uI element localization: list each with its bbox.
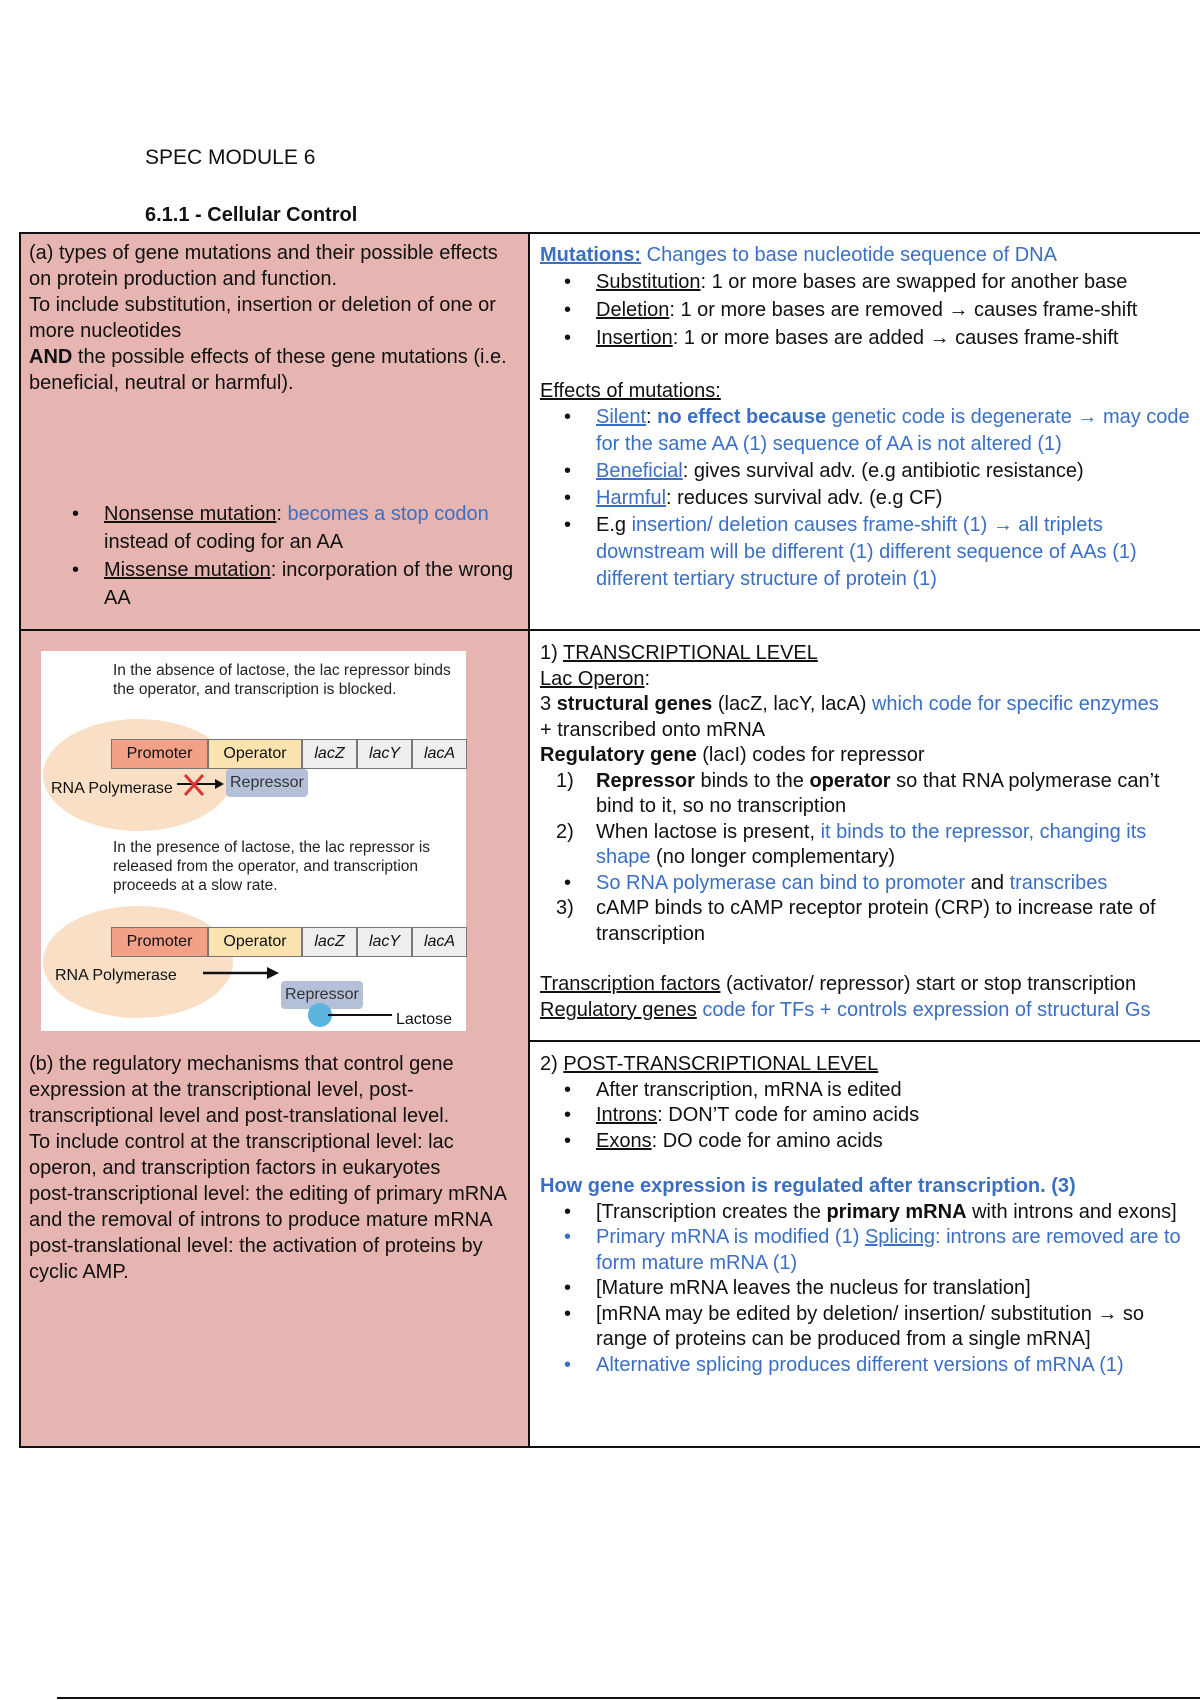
- list-item: • Insertion: 1 or more bases are added → causes frame-shift: [596, 324, 1200, 352]
- spec-text-b2: To include control at the transcriptional level: lac operon, and transcription factors in eukaryotes: [29, 1131, 454, 1179]
- operator-box: Operator: [208, 739, 302, 769]
- lacz-box: lacZ: [302, 927, 357, 957]
- mutation-kinds-list: [540, 268, 1200, 352]
- regulatory-genes-line: Regulatory genes code for TFs + controls expression of structural Gs: [540, 998, 1151, 1021]
- list-item: • [Mature mRNA leaves the nucleus for translation]: [596, 1276, 1194, 1302]
- list-item: • [mRNA may be edited by deletion/ insertion/ substitution → so range of proteins can be produced from a single mRNA]: [596, 1302, 1194, 1353]
- lacy-box: lacY: [357, 739, 412, 769]
- transcription-factors-line: Transcription factors (activator/ repressor) start or stop transcription: [540, 973, 1137, 995]
- operator-box: Operator: [208, 927, 302, 957]
- footer-rule: [57, 1697, 1200, 1699]
- spec-cell-mutations: [20, 233, 529, 630]
- operon-steps-cont: [540, 896, 1200, 947]
- spec-text-b1: (b) the regulatory mechanisms that control gene expression at the transcriptional level, post-transcriptional level and post-translational level.: [29, 1053, 454, 1127]
- mrna-facts-list: [540, 1078, 1200, 1155]
- list-item: • Alternative splicing produces different versions of mRNA (1): [596, 1353, 1194, 1379]
- list-item: • Substitution: 1 or more bases are swapped for another base: [596, 268, 1200, 296]
- effects-heading: Effects of mutations:: [540, 380, 721, 402]
- list-item: • Introns: DON’T code for amino acids: [596, 1103, 1200, 1129]
- row-transcriptional: [20, 630, 1200, 1041]
- structural-genes-line: 3 structural genes (lacZ, lacY, lacA) which code for specific enzymes: [540, 693, 1159, 715]
- notes-table: [19, 232, 1200, 1448]
- list-item: • Primary mRNA is modified (1) Splicing: introns are removed are to form mature mRNA (1): [596, 1225, 1194, 1276]
- lacy-box: lacY: [357, 927, 412, 957]
- spec-cell-regulation: [20, 630, 529, 1447]
- spec-text-b4: post-translational level: the activation of proteins by cyclic AMP.: [29, 1235, 483, 1283]
- polymerase-blob-bottom: [43, 906, 233, 1018]
- spec-text-a2: To include substitution, insertion or deletion of one or more nucleotides: [29, 294, 496, 342]
- lac-operon-heading: Lac Operon:: [540, 667, 651, 690]
- section-heading: 6.1.1 - Cellular Control: [145, 204, 358, 226]
- transcriptional-title: 1) TRANSCRIPTIONAL LEVEL: [540, 642, 818, 664]
- gene-row-bottom: [111, 927, 467, 957]
- list-item: • Nonsense mutation: becomes a stop codon instead of coding for an AA: [104, 500, 516, 556]
- repressor-bottom: Repressor: [281, 981, 363, 1009]
- structural-genes-line2: + transcribed onto mRNA: [540, 718, 766, 741]
- list-item: 1) Repressor binds to the operator so that RNA polymerase can’t bind to it, so no transcription: [556, 769, 1160, 817]
- spec-text-b: [21, 1031, 516, 1285]
- gene-row-top: [111, 739, 467, 769]
- list-item: • E.g insertion/ deletion causes frame-shift (1) → all triplets downstream will be different (1) different sequence of AAs (1) different tertiary structure of protein (1): [596, 512, 1192, 593]
- blocked-arrow-icon: [175, 769, 225, 799]
- operon-steps: [540, 769, 1200, 871]
- list-item: • Missense mutation: incorporation of the wrong AA: [104, 556, 516, 612]
- rna-polymerase-label-top: RNA Polymerase: [51, 780, 173, 797]
- spec-text-a3: AND the possible effects of these gene mutations (i.e. beneficial, neutral or harmful).: [29, 346, 507, 394]
- mutation-types-list: [29, 500, 516, 612]
- answer-list: [540, 1200, 1200, 1379]
- post-transcriptional-title: 2) POST-TRANSCRIPTIONAL LEVEL: [540, 1053, 879, 1075]
- list-item: • Harmful: reduces survival adv. (e.g CF): [596, 485, 1192, 512]
- list-item: • After transcription, mRNA is edited: [596, 1078, 1200, 1104]
- list-item: • So RNA polymerase can bind to promoter and transcribes: [596, 871, 1200, 897]
- notes-cell-post-transcriptional: [529, 1041, 1200, 1447]
- laca-box: lacA: [412, 739, 467, 769]
- repressor-top: Repressor: [226, 769, 308, 797]
- notes-cell-mutations: [529, 233, 1200, 630]
- laca-box: lacA: [412, 927, 467, 957]
- list-item: • Deletion: 1 or more bases are removed → causes frame-shift: [596, 296, 1200, 324]
- spec-text-a1: (a) types of gene mutations and their possible effects on protein production and function.: [29, 242, 498, 290]
- spec-text-b3: post-transcriptional level: the editing of primary mRNA and the removal of introns to produce mature mRNA: [29, 1183, 506, 1231]
- promoter-box: Promoter: [111, 927, 208, 957]
- list-item: 2) When lactose is present, it binds to the repressor, changing its shape (no longer complementary): [556, 820, 1147, 868]
- row-mutations: [20, 233, 1200, 630]
- document-title: SPEC MODULE 6: [145, 146, 316, 169]
- lac-operon-diagram: [41, 651, 466, 1031]
- diagram-caption-bottom: In the presence of lactose, the lac repressor is released from the operator, and transcription proceeds at a slow rate.: [113, 839, 431, 894]
- diagram-caption-top: In the absence of lactose, the lac repressor binds the operator, and transcription is blocked.: [113, 662, 451, 698]
- notes-cell-transcriptional: [529, 630, 1200, 1041]
- regulatory-gene-line: Regulatory gene (lacI) codes for repressor: [540, 744, 925, 766]
- rna-polymerase-label-bottom: RNA Polymerase: [55, 967, 177, 984]
- lactose-label: Lactose: [396, 1011, 453, 1028]
- lacz-box: lacZ: [302, 739, 357, 769]
- mutations-definition: Mutations: Changes to base nucleotide sequence of DNA: [540, 244, 1057, 266]
- promoter-box: Promoter: [111, 739, 208, 769]
- list-item: • Beneficial: gives survival adv. (e.g antibiotic resistance): [596, 458, 1192, 485]
- list-item: 3) cAMP binds to cAMP receptor protein (CRP) to increase rate of transcription: [556, 897, 1156, 945]
- exam-question: How gene expression is regulated after transcription. (3): [540, 1175, 1076, 1197]
- list-item: • [Transcription creates the primary mRNA with introns and exons]: [596, 1200, 1194, 1226]
- operon-bullet: [540, 871, 1200, 897]
- transcription-arrow-icon: [201, 963, 281, 983]
- list-item: • Silent: no effect because genetic code is degenerate → may code for the same AA (1) sequence of AA is not altered (1): [596, 404, 1192, 458]
- list-item: • Exons: DO code for amino acids: [596, 1129, 1200, 1155]
- lactose-icon: [308, 1001, 393, 1031]
- effects-list: [540, 404, 1200, 593]
